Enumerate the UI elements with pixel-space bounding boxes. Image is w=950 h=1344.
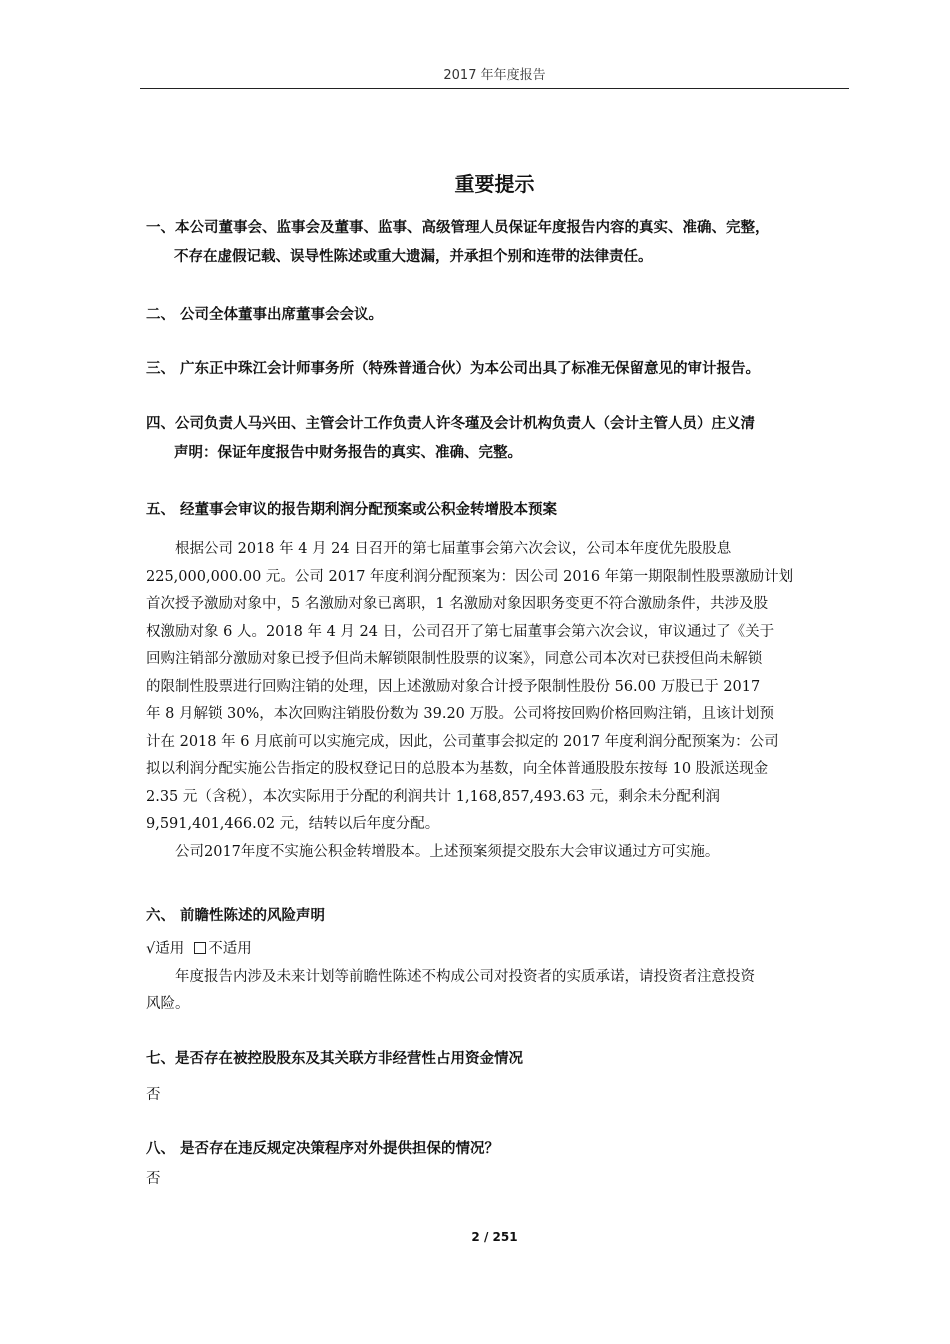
section-1-line-1: 一、本公司董事会、监事会及董事、监事、高级管理人员保证年度报告内容的真实、准确、完整， — [146, 220, 770, 236]
section-4-line-2: 声明：保证年度报告中财务报告的真实、准确、完整。 — [174, 445, 522, 461]
section-2: 二、 公司全体董事出席董事会会议。 — [146, 307, 384, 323]
section-7-answer: 否 — [146, 1087, 161, 1103]
section-8-answer: 否 — [146, 1171, 161, 1187]
checkbox-icon — [194, 942, 206, 954]
applicability-options — [146, 936, 850, 964]
applicable-option: √适用 — [146, 941, 185, 957]
section-1 — [146, 214, 850, 272]
section-6-body — [146, 936, 850, 1019]
section-4-line-1: 四、公司负责人马兴田、主管会计工作负责人许冬瑾及会计机构负责人（会计主管人员）庄义清 — [146, 416, 755, 432]
header-divider — [140, 88, 849, 89]
section-5-line: 首次授予激励对象中，5 名激励对象已离职，1 名激励对象因职务变更不符合激励条件，共涉及股 — [146, 596, 769, 612]
section-6-line-1: 年度报告内涉及未来计划等前瞻性陈述不构成公司对投资者的实质承诺，请投资者注意投资 — [175, 968, 755, 985]
section-5-line: 公司2017年度不实施公积金转增股本。上述预案须提交股东大会审议通过方可实施。 — [175, 843, 720, 860]
section-6-heading: 六、 前瞻性陈述的风险声明 — [146, 908, 326, 924]
section-5-body — [146, 536, 850, 866]
section-5-line: 权激励对象 6 人。2018 年 4 月 24 日，公司召开了第七届董事会第六次会议，审议通过了《关于 — [146, 623, 775, 640]
page-number: 2 / 251 — [471, 1230, 518, 1244]
section-1-line-2: 不存在虚假记载、误导性陈述或重大遗漏，并承担个别和连带的法律责任。 — [174, 249, 653, 265]
section-7-heading: 七、是否存在被控股股东及其关联方非经营性占用资金情况 — [146, 1051, 523, 1067]
section-5-line: 2.35 元（含税），本次实际用于分配的利润共计 1,168,857,493.63 元，剩余未分配利润 — [146, 788, 721, 805]
section-5-line: 计在 2018 年 6 月底前可以实施完成，因此，公司董事会拟定的 2017 年度利润分配预案为：公司 — [146, 733, 779, 750]
page-title: 重要提示 — [454, 172, 535, 196]
section-6-line-2: 风险。 — [146, 996, 190, 1012]
section-4 — [146, 410, 850, 468]
section-5-line: 225,000,000.00 元。公司 2017 年度利润分配预案为：因公司 2016 年第一期限制性股票激励计划 — [146, 568, 794, 585]
section-8-heading: 八、 是否存在违反规定决策程序对外提供担保的情况？ — [146, 1141, 500, 1157]
not-applicable-option: 不适用 — [208, 941, 252, 957]
section-3: 三、 广东正中珠江会计师事务所（特殊普通合伙）为本公司出具了标准无保留意见的审计报告。 — [146, 361, 761, 377]
section-5-line: 回购注销部分激励对象已授予但尚未解锁限制性股票的议案》，同意公司本次对已获授但尚未解锁 — [146, 651, 763, 667]
section-5-line: 的限制性股票进行回购注销的处理，因上述激励对象合计授予限制性股份 56.00 万股已于 2017 — [146, 678, 761, 695]
section-5-line: 拟以利润分配实施公告指定的股权登记日的总股本为基数，向全体普通股股东按每 10 股派送现金 — [146, 761, 769, 777]
section-5-line: 根据公司 2018 年 4 月 24 日召开的第七届董事会第六次会议，公司本年度优先股股息 — [175, 541, 732, 557]
section-5-line: 年 8 月解锁 30%，本次回购注销股份数为 39.20 万股。公司将按回购价格回购注销，且该计划预 — [146, 706, 775, 722]
header-title: 2017 年年度报告 — [443, 68, 546, 83]
section-5-heading: 五、 经董事会审议的报告期利润分配预案或公积金转增股本预案 — [146, 502, 558, 518]
section-5-line: 9,591,401,466.02 元，结转以后年度分配。 — [146, 816, 440, 832]
